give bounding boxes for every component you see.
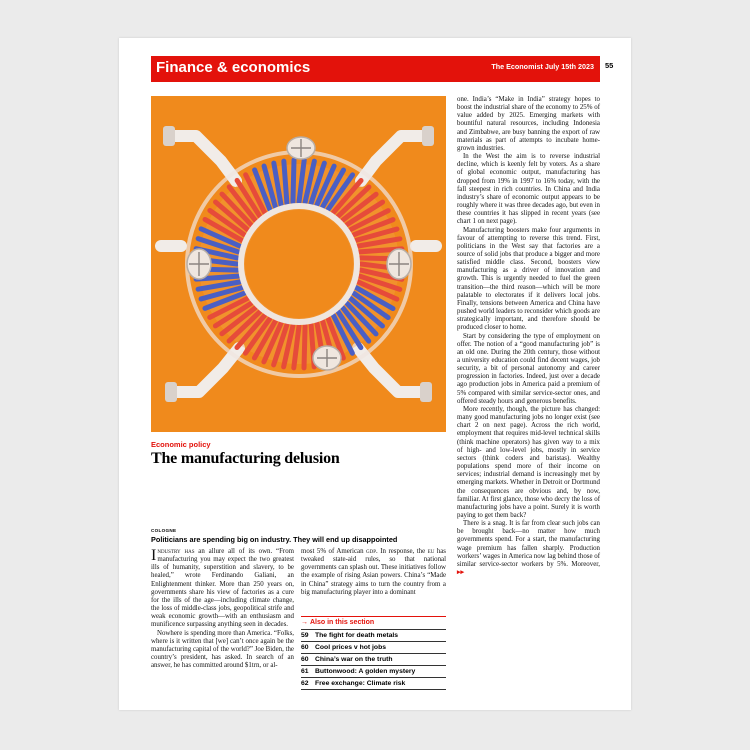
- paragraph: [457, 520, 600, 577]
- paragraph: Manufacturing boosters make four arguments in favour of attempting to reverse this trend. First, politicians in the West say that factories are a source of solid jobs that produce a bigger and more satisfied middle class. Second, boosters view manufacturing as a driver of innovation and growth. This is urgently needed to fuel the green transition—the third reason—which will be more palatable to electorates if it delivers local jobs. Finally, tensions between America and China have pushed world leaders to reconsider which goods are strategically important, and therefore should be produced closer to home.: [457, 226, 600, 332]
- article-headline: The manufacturing delusion: [151, 450, 340, 467]
- section-link[interactable]: [301, 678, 446, 690]
- also-in-section-header: [301, 617, 446, 630]
- lead-in: ndustry has: [157, 548, 195, 555]
- link-page: 62: [301, 680, 309, 687]
- page-number: 55: [605, 61, 614, 70]
- section-link[interactable]: [301, 642, 446, 654]
- paragraph-text: There is a snag. It is far from clear such jobs can be brought back—no matter how much governments spend. For a start, the manufacturing wage premium has fallen sharply. Production workers’ wages in America now lag behind those of similar service-sector workers by 5%. Moreover,: [457, 520, 601, 568]
- paragraph-text: an allure all of its own. “From manufacturing you may expect the two greatest ills of humanity, superstition and slavery, to be healed,” wrote Ferdinando Galiani, an Enlightenment thinker. More than 250 years on, governments share his view of factories as a cure for the ills of the age—including climate change, the loss of middle-class jobs, geopolitical strife and weak economic growth—with an enthusiasm and munificence surpassing anything seen in decades.: [151, 548, 295, 629]
- link-page: 61: [301, 668, 309, 675]
- also-in-this-section: [301, 616, 446, 690]
- issue-date: The Economist July 15th 2023: [491, 62, 594, 71]
- article-dateline: COLOGNE: [151, 528, 177, 533]
- hero-illustration: [151, 96, 446, 432]
- abbreviation: eu: [427, 548, 435, 555]
- paragraph: Nowhere is spending more than America. “Folks, where is it written that [we] can’t once again be the manufacturing capital of the world?” Joe Biden, the country’s president, has asked. In search of an answer, he has committed around $1trn, or al-: [151, 629, 294, 670]
- article-kicker: Economic policy: [151, 440, 211, 449]
- paragraph-text: has tweaked state-aid rules, so that national governments can splash out. These initiatives follow the example of rising Asian powers. China’s “Made in China” strategy aims to turn the country from a big manufacturing player into a dominant: [301, 548, 446, 596]
- continue-arrow-icon: ▸▸: [457, 569, 464, 577]
- link-label: The fight for death metals: [315, 632, 399, 639]
- arrow-right-icon: →: [301, 619, 308, 626]
- link-label: China’s war on the truth: [315, 656, 393, 663]
- link-page: 59: [301, 632, 309, 639]
- paragraph: one. India’s “Make in India” strategy hopes to boost the industrial share of the economy to 25% of value added by 2025. Emerging markets with bountiful natural resources, including Indonesia and Zimbabwe, are busy banning the export of raw materials as part of attempts to incubate home-grown industries.: [457, 96, 600, 152]
- paragraph: In the West the aim is to reverse industrial decline, which is keenly felt by voters. As a share of global economic output, manufacturing has dropped from 19% in 1997 to 16% today, with the fall steepest in rich countries. In China and India industry’s share of economic output appears to be roughly where it was three decades ago, but even in these countries it has slipped in recent years (see chart 1 on next page).: [457, 153, 600, 226]
- article-column-2: [301, 548, 446, 597]
- link-label: Cool prices v hot jobs: [315, 644, 386, 651]
- article-column-3: [457, 96, 600, 577]
- link-label: Buttonwood: A golden mystery: [315, 668, 416, 675]
- article-column-1: [151, 548, 294, 670]
- drop-cap: I: [151, 547, 157, 564]
- link-page: 60: [301, 656, 309, 663]
- section-link[interactable]: [301, 630, 446, 642]
- paragraph-text: . In response, the: [376, 548, 428, 555]
- section-banner: [151, 56, 600, 82]
- also-in-section-title: Also in this section: [310, 619, 375, 626]
- link-page: 60: [301, 644, 309, 651]
- magazine-page: [119, 38, 631, 710]
- abbreviation: gdp: [366, 548, 377, 555]
- section-link[interactable]: [301, 654, 446, 666]
- paragraph: Start by considering the type of employment on offer. The notion of a “good manufacturing job” is an old one. During the 20th century, those without a university education could find decent wages, job security, a bit of personal autonomy and career progression in factories. Indeed, just over a decade ago production jobs in America paid a premium of 5% compared with similar service-sector ones, and offered steady hours and generous benefits.: [457, 332, 600, 405]
- paragraph: More recently, though, the picture has changed: many good manufacturing jobs no longer exist (see chart 2 on next page). Across the rich world, employment that requires mid-level technical skills (think machine operators) has given way to a mix of high- and low-level jobs, mostly in service sectors (think coders and baristas). Wealthy populations spend more of their income on services; industrial demand is increasingly met by emerging markets. Whether in Detroit or Dortmund the consequences are obvious and, by now, familiar. At first glance, those who decry the loss of manufacturing jobs have a point. Surely it is worth paying to get them back?: [457, 405, 600, 519]
- section-title: Finance & economics: [156, 59, 311, 76]
- link-label: Free exchange: Climate risk: [315, 680, 406, 687]
- paragraph-text: most 5% of American: [301, 548, 367, 555]
- article-rubric: Politicians are spending big on industry. They will end up disappointed: [151, 535, 398, 544]
- paragraph: [151, 548, 294, 630]
- section-link[interactable]: [301, 666, 446, 678]
- paragraph: [301, 548, 446, 597]
